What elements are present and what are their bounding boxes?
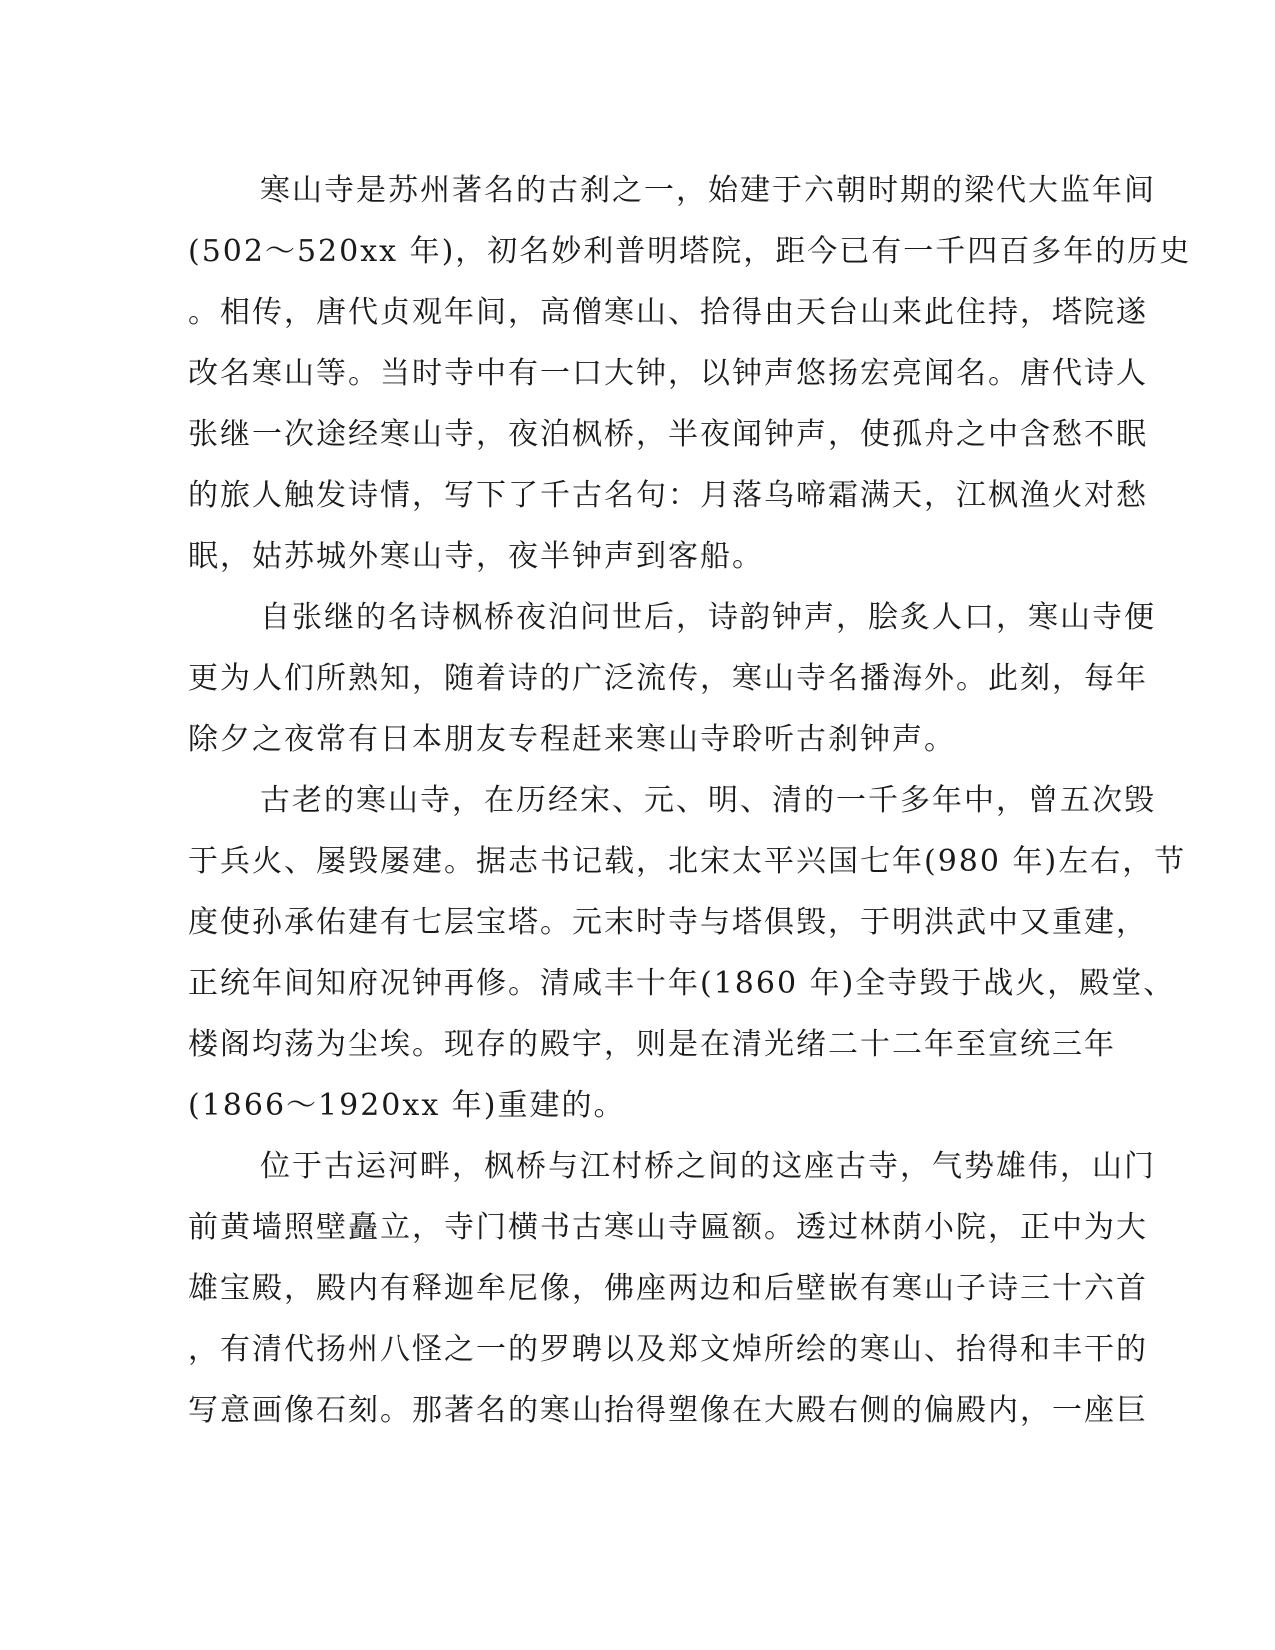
text-line: 古老的寒山寺，在历经宋、元、明、清的一千多年中，曾五次毁 — [260, 783, 1156, 818]
paragraph-3 — [188, 770, 1187, 1136]
text-line: 雄宝殿，殿内有释迦牟尼像，佛座两边和后壁嵌有寒山子诗三十六首 — [188, 1271, 1148, 1306]
text-line: 楼阁均荡为尘埃。现存的殿宇，则是在清光绪二十二年至宣统三年 — [188, 1027, 1116, 1062]
text-line: 前黄墙照壁矗立，寺门横书古寒山寺匾额。透过林荫小院，正中为大 — [188, 1210, 1148, 1245]
text-line: 张继一次途经寒山寺，夜泊枫桥，半夜闻钟声，使孤舟之中含愁不眠 — [188, 417, 1148, 452]
text-line: 位于古运河畔，枫桥与江村桥之间的这座古寺，气势雄伟，山门 — [260, 1149, 1156, 1184]
text-line: 于兵火、屡毁屡建。据志书记载，北宋太平兴国七年(980 年)左右，节 — [188, 844, 1187, 879]
paragraph-2 — [188, 587, 1156, 770]
text-line: (502～520xx 年)，初名妙利普明塔院，距今已有一千四百多年的历史 — [188, 234, 1192, 269]
text-line: 自张继的名诗枫桥夜泊问世后，诗韵钟声，脍炙人口，寒山寺便 — [260, 600, 1156, 635]
text-line: 度使孙承佑建有七层宝塔。元末时寺与塔俱毁，于明洪武中又重建， — [188, 905, 1148, 940]
document-body — [188, 160, 1192, 1441]
text-line: 除夕之夜常有日本朋友专程赶来寒山寺聆听古刹钟声。 — [188, 722, 956, 757]
text-line: 改名寒山等。当时寺中有一口大钟，以钟声悠扬宏亮闻名。唐代诗人 — [188, 356, 1148, 391]
text-line: ，有清代扬州八怪之一的罗聘以及郑文焯所绘的寒山、抬得和丰干的 — [188, 1332, 1148, 1367]
text-line: 寒山寺是苏州著名的古刹之一，始建于六朝时期的梁代大监年间 — [260, 173, 1156, 208]
paragraph-4 — [188, 1136, 1156, 1441]
text-line: 写意画像石刻。那著名的寒山抬得塑像在大殿右侧的偏殿内，一座巨 — [188, 1393, 1148, 1428]
text-line: (1866～1920xx 年)重建的。 — [188, 1088, 626, 1123]
text-line: 眠，姑苏城外寒山寺，夜半钟声到客船。 — [188, 539, 764, 574]
text-line: 正统年间知府况钟再修。清咸丰十年(1860 年)全寺毁于战火，殿堂、 — [188, 966, 1176, 1001]
text-line: 更为人们所熟知，随着诗的广泛流传，寒山寺名播海外。此刻，每年 — [188, 661, 1148, 696]
text-line: 。相传，唐代贞观年间，高僧寒山、拾得由天台山来此住持，塔院遂 — [188, 295, 1148, 330]
text-line: 的旅人触发诗情，写下了千古名句：月落乌啼霜满天，江枫渔火对愁 — [188, 478, 1148, 513]
paragraph-1 — [188, 160, 1192, 587]
